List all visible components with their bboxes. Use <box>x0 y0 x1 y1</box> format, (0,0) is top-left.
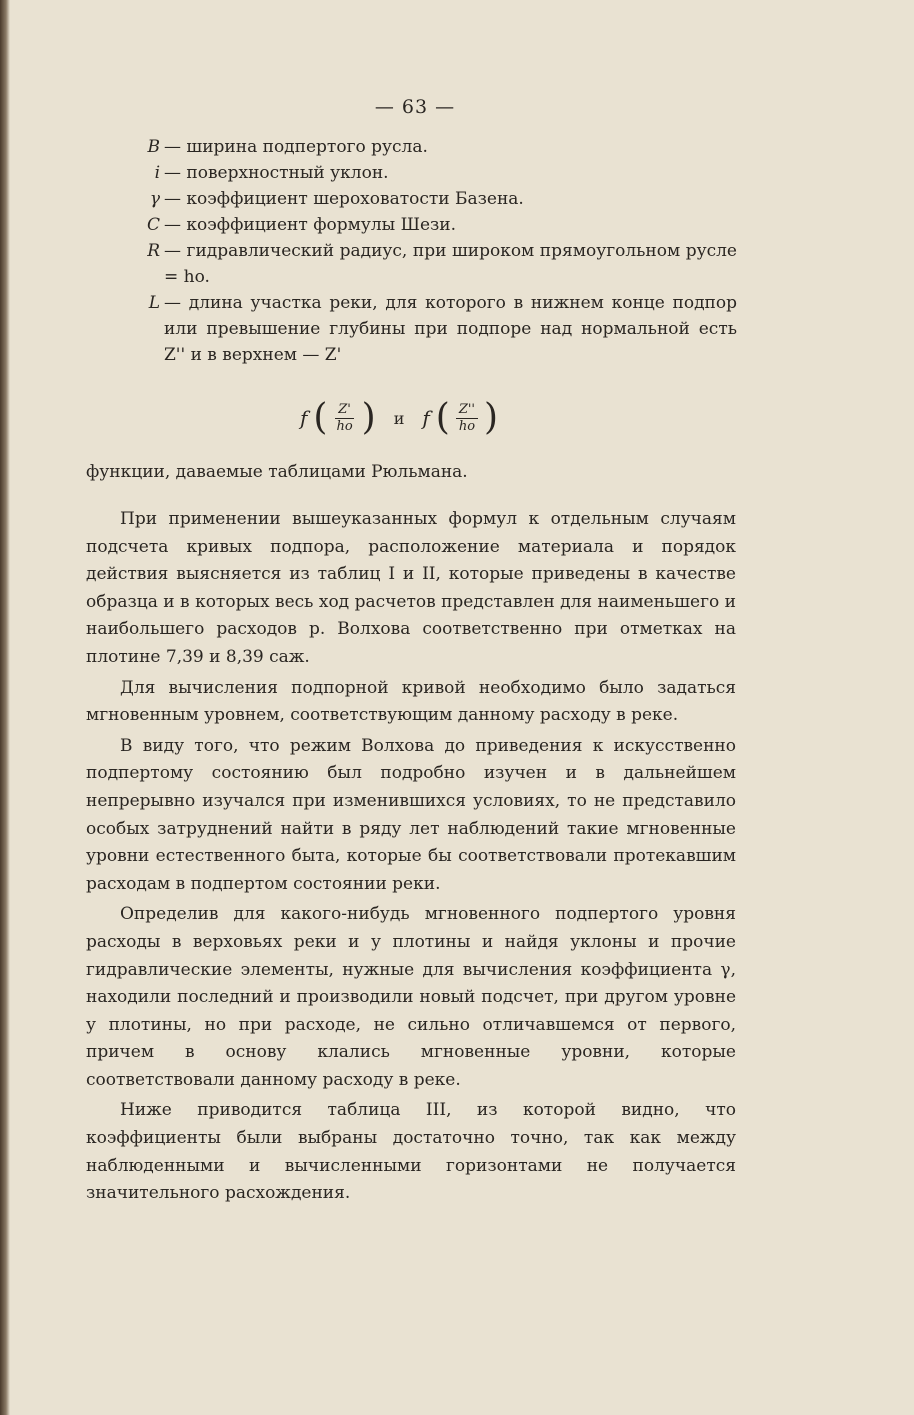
paragraph: Ниже приводится таблица III, из которой видно, что коэффициенты были выбраны достаточно точно, так как между наблюденными и вычисленными горизонтами не получается значительного расхождения. <box>86 1100 736 1204</box>
definition-text: — коэффициент шероховатости Базена. <box>164 189 524 209</box>
body-text <box>86 506 736 1211</box>
definition-text: — гидравлический радиус, при широком прямоугольном русле = ho. <box>164 241 737 287</box>
definition-b <box>112 134 737 160</box>
definition-r <box>112 238 737 290</box>
paragraph: В виду того, что режим Волхова до приведения к искусственно подпертому состоянию был подробно изучен и в дальнейшем непрерывно изучался при изменившихся условиях, то не представило особых затруднений найти в ряду лет наблюдений такие мгновенные уровни естественного быта, которые бы соответствовали протекавшим расходам в подпертом состоянии реки. <box>86 735 736 894</box>
definition-text: — ширина подпертого русла. <box>164 137 428 157</box>
definition-l <box>112 290 737 368</box>
book-spine <box>0 0 10 1415</box>
function-symbol: f <box>422 406 430 430</box>
definitions-list <box>112 134 737 368</box>
paragraph: Для вычисления подпорной кривой необходимо было задаться мгновенным уровнем, соответствующим данному расходу в реке. <box>86 677 736 726</box>
conjunction: и <box>393 408 405 428</box>
paren-left: ( <box>313 397 328 438</box>
paren-right: ) <box>484 397 499 438</box>
fraction <box>333 402 355 435</box>
definition-text: — коэффициент формулы Шези. <box>164 215 457 235</box>
paren-right: ) <box>361 397 376 438</box>
definition-i <box>112 160 737 186</box>
definition-symbol: C <box>146 215 160 235</box>
definition-symbol: i <box>154 163 160 183</box>
definition-symbol: R <box>147 241 160 261</box>
paren-left: ( <box>435 397 450 438</box>
definition-gamma <box>112 186 737 212</box>
definition-symbol: B <box>147 137 160 157</box>
definition-c <box>112 212 737 238</box>
fraction-denominator: ho <box>458 418 476 434</box>
fraction-denominator: ho <box>336 418 353 434</box>
ruehlmann-function-formula <box>300 397 499 438</box>
function-symbol: f <box>300 406 308 430</box>
paragraph: Определив для какого-нибудь мгновенного подпертого уровня расходы в верховьях реки и у плотины и найдя уклоны и прочие гидравлические элементы, нужные для вычисления коэффициента γ, находили последний и производили новый подсчет, при другом уровне у плотины, но при расходе, не сильно отличавшемся от первого, причем в основу клались мгновенные уровни, которые соответствовали данному расходу в реке. <box>86 904 736 1090</box>
fraction <box>456 402 478 435</box>
definition-symbol: γ <box>149 189 160 209</box>
page-number: — 63 — <box>374 96 456 118</box>
definition-text: — длина участка реки, для которого в нижнем конце подпор или превышение глубины при подпоре над нормальной есть Z'' и в верхнем — Z' <box>164 293 737 365</box>
definition-text: — поверхностный уклон. <box>164 163 389 183</box>
paragraph: При применении вышеуказанных формул к отдельным случаям подсчета кривых подпора, расположение материала и порядок действия выясняется из таблиц I и II, которые приведены в качестве образца и в которых весь ход расчетов представлен для наименьшего и наибольшего расходов р. Волхова соответственно при отметках на плотине 7,39 и 8,39 саж. <box>86 509 736 667</box>
fraction-numerator: Z'' <box>456 402 478 419</box>
formula-explanation: функции, даваемые таблицами Рюльмана. <box>86 462 468 482</box>
definition-symbol: L <box>148 293 160 313</box>
fraction-numerator: Z' <box>335 402 354 419</box>
